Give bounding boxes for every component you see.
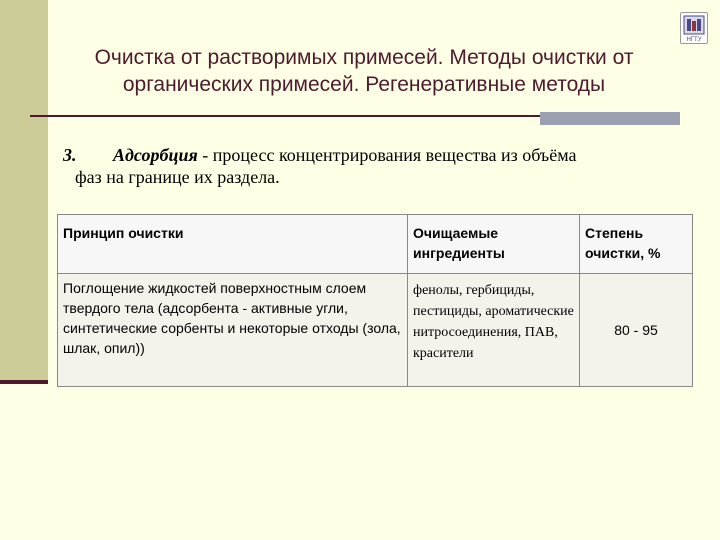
term-adsorption: Адсорбция	[113, 145, 198, 165]
table-row	[58, 274, 693, 387]
header-principle: Принцип очистки	[58, 215, 408, 274]
header-degree: Степень очистки, %	[580, 215, 693, 274]
cell-degree: 80 - 95	[580, 274, 693, 387]
item-number: 3.	[63, 145, 77, 165]
definition-text-line-2: фаз на границе их раздела.	[75, 167, 280, 187]
adsorption-definition	[63, 144, 683, 188]
definition-text-line-1: - процесс концентрирования вещества из объёма	[197, 145, 577, 165]
left-bar-underline	[0, 380, 48, 384]
header-ingredients: Очищаемые ингредиенты	[408, 215, 580, 274]
svg-text:НГТУ: НГТУ	[686, 37, 702, 43]
table-header-row	[58, 215, 693, 274]
page-title-line-1: Очистка от растворимых примесей. Методы очистки от	[94, 46, 634, 69]
purification-table	[57, 214, 693, 387]
title-divider-accent-block	[540, 112, 680, 125]
page-title-line-2: органических примесей. Регенеративные методы	[122, 73, 606, 96]
left-decorative-bar	[0, 0, 48, 384]
cell-principle: Поглощение жидкостей поверхностным слоем твердого тела (адсорбента - активные угли, синтетические сорбенты и некоторые отходы (зола, шлак, опил))	[58, 274, 408, 387]
cell-ingredients: фенолы, гербициды, пестициды, ароматические нитросоединения, ПАВ, красители	[408, 274, 580, 387]
page-title	[48, 44, 680, 98]
university-logo-icon	[680, 12, 708, 44]
